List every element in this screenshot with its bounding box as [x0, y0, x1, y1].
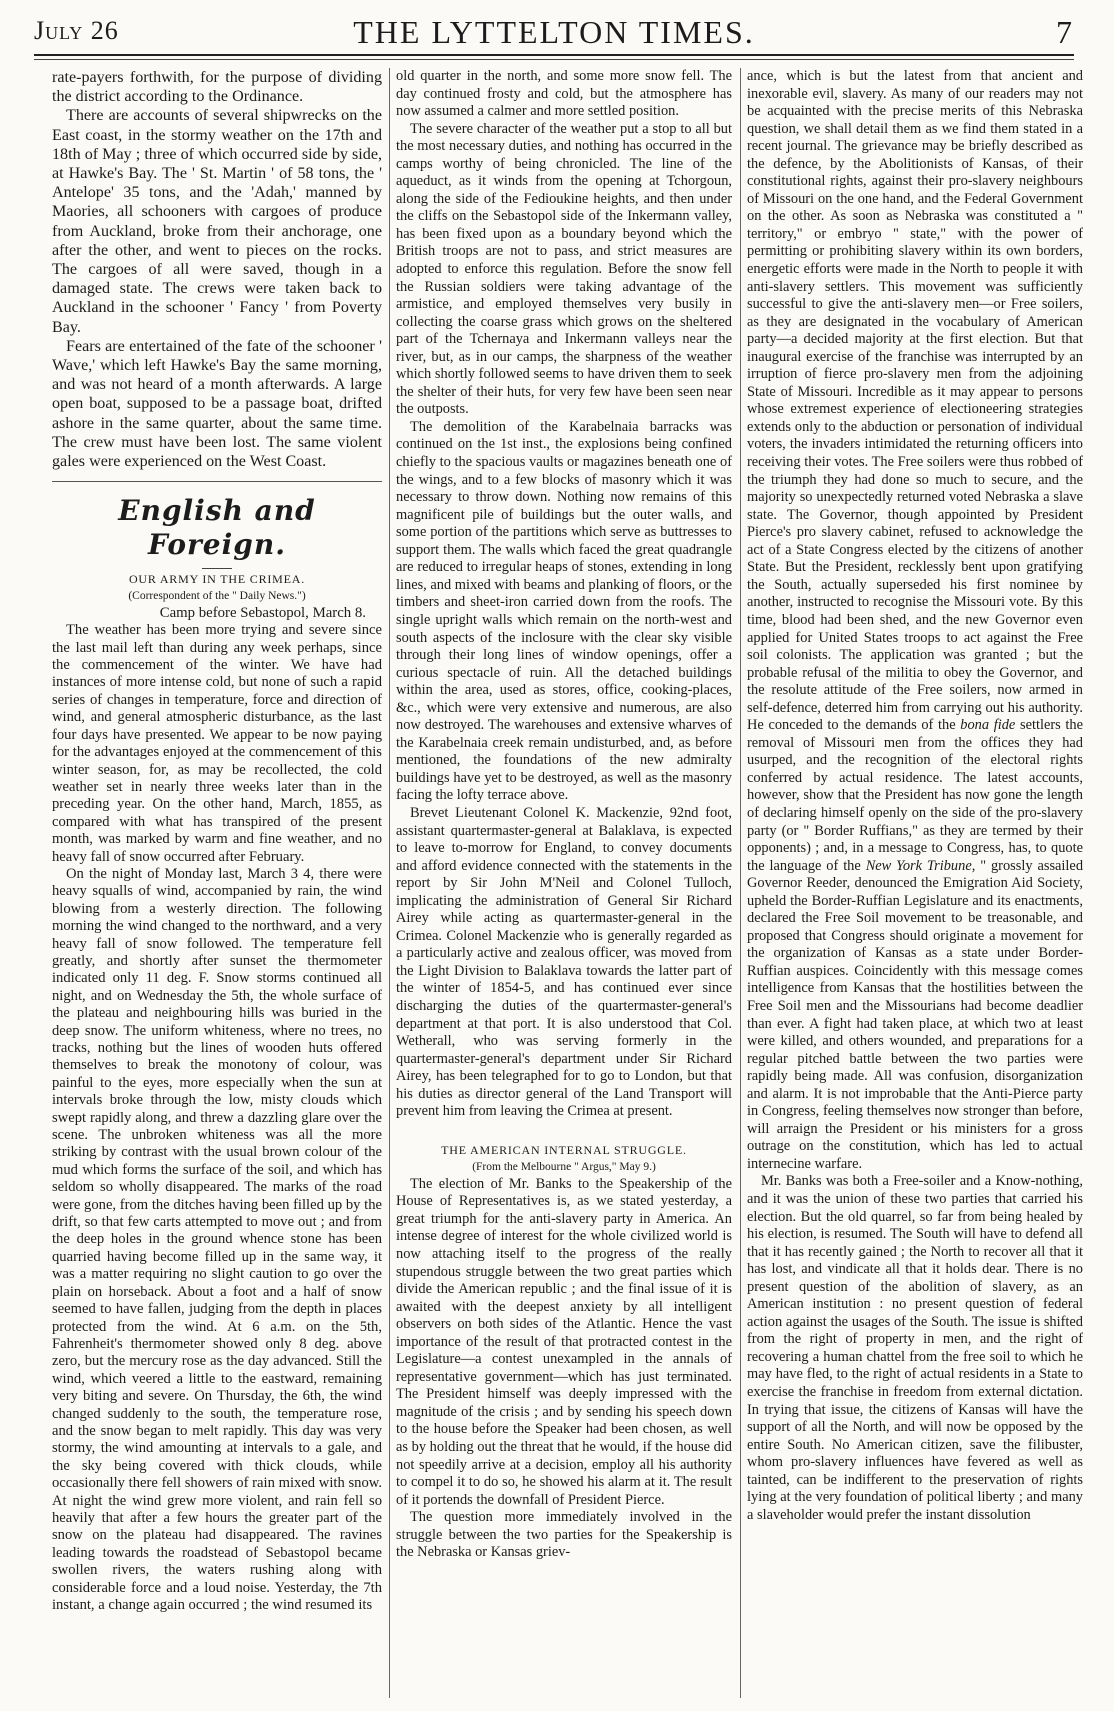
column-divider: [389, 68, 390, 1698]
paragraph: [747, 68, 1083, 1173]
section-rule: [52, 481, 382, 482]
text-run: ance, which is but the latest from that ancient and inexorable evil, slavery. As many of our readers may not be acquainted with the precise merits of this Nebraska question, we shall detail them as we find them stated in a recent journal. The grievance may be briefly described as the defence, by the Abolitionists of Kansas, of their constitutional rights, against their pro-slavery neighbours of Missouri on the one hand, and the Federal Government on the other. As soon as Nebraska was constituted a " territory," or embryo " state," with the power of permitting or prohibiting slavery within its own borders, energetic efforts were made in the North to people it with anti-slavery settlers. This movement was sufficiently successful to give the anti-slavery men—or Free soilers, as they are designated in the vocabulary of American party—a decided majority at the first election. But that inaugural exercise of the franchise was interrupted by an irruption of fierce pro-slavery men from the adjoining State of Missouri. Incredible as it may appear to persons whose extremest experience of electioneering strategies extends only to the abduction or personation of individual voters, the invaders intimidated the returning officers into receiving their votes. The Free soilers were thus robbed of the triumph they had done so much to secure, and the majority so unexpectedly returned voted Nebraska a slave state. The Governor, though appointed by President Pierce's pro slavery cabinet, refused to acknowledge the act of a State Congress elected by the citizens of another State. But the President, recklessly bent upon gratifying the South, actually superseded his first nominee by another, instructed to recognise the Missouri vote. By this time, blood had been shed, and the new Governor even applied for United States troops to act against the Free soil colonists. The application was granted ; but the probable refusal of the militia to obey the Governor, and the resolute attitude of the Free soilers, now armed in self-defence, deterred him from carrying out his authority. He conceded to the demands of the: [747, 68, 1083, 734]
article-source: (From the Melbourne " Argus," May 9.): [472, 1160, 656, 1173]
text-run: " grossly assailed Governor Reeder, denounced the Emigration Aid Society, upheld the Border-Ruffian Legislature and its enactments, declared the Free Soil movement to be treasonable, and proposed that Congress should originate a movement for the organization of Kansas as a state under Border-Ruffian auspices. Coincidently with this message comes intelligence from Kansas that the hostilities between the Free Soil men and the Missourians had become deadlier than ever. A fight had taken place, at which two at least were killed, and others wounded, and preparations for a regular pitched battle between the two parties were rapidly being made. All was confusion, disorganization and alarm. It is not improbable that the Anti-Pierce party in Congress, feeling themselves now stronger than before, will arraign the President or his ministers for a gross outrage on the constitution, which has led to actual internecine warfare.: [747, 857, 1083, 1172]
dateline: Camp before Sebastopol, March 8.: [159, 605, 366, 622]
column-divider: [740, 68, 741, 1698]
article-title: THE AMERICAN INTERNAL STRUGGLE.: [441, 1142, 687, 1157]
article-title: OUR ARMY IN THE CRIMEA.: [128, 572, 306, 587]
paragraph: Mr. Banks was both a Free-soiler and a Know-nothing, and it was the union of these two parties that carried his election. But the old quarrel, so far from being healed by his election, is resumed. The South will have to defend all that it has recently gained ; the North to recover all that it has lost, and vindicate all that it holds dear. There is no present question of the abolition of slavery, as an American institution : no present question of federal action against the usages of the South. The issue is shifted from the right of property in men, and the right of recovering a human chattel from the free soil to which he may have fled, to the right of actual residents in a State to exercise the franchise in freedom from external dictation. In trying that issue, the citizens of Kansas will have the support of all the North, and will now be opposed by the entire South. No American citizen, save the filibuster, whom pro-slavery influences have fevered as well as tainted, can be indifferent to the preservation of rights lying at the very foundation of political liberty ; and many a slaveholder would prefer the instant dissolution: [747, 1173, 1083, 1523]
newspaper-title: THE LYTTELTON TIMES.: [353, 14, 755, 50]
text-run: settlers the removal of Missouri men from the offices they had usurped, and the recognition of the electoral rights conferred by actual residence. The latest accounts, however, show that the President has now gone the length of declaring himself openly on the side of the pro-slavery party (or " Border Ruffians," as they are termed by their opponents) ; and, in a message to Congress, has, to quote the language of the: [747, 717, 1083, 874]
issue-date: July 26: [34, 16, 119, 45]
column-3: [747, 68, 1083, 1698]
italic-text: New York Tribune,: [865, 857, 976, 874]
column-2: [396, 68, 732, 1698]
paragraph: The demolition of the Karabelnaia barracks was continued on the 1st inst., the explosions being confined chiefly to the spacious vaults or magazines beneath one of the wings, and to a few blocks of masonry which it was necessary to throw down. Nothing now remains of this magnificent pile of buildings but the outer walls, and some portion of the partitions which serve as buttresses to support them. The walls which faced the great quadrangle are reduced to irregular heaps of stones, extending in long lines, and mixed with beams and planking of floors, or the timbers and sheet-iron carried down from the roofs. The single upright walls which remain on the north-west and south aspects of the inclosure with the clear sky visible through their long lines of window openings, offer a curious spectacle of ruin. All the detached buildings within the area, used as stores, office, cooking-places, &c., which were very extensive and numerous, are also now destroyed. The warehouses and extensive wharves of the Karabelnaia creek remain undisturbed, and, as before mentioned, the foundations of the new admiralty buildings have yet to be destroyed, as well as the masonry facing the lofty terrace above.: [396, 418, 732, 804]
paragraph: The election of Mr. Banks to the Speakership of the House of Representatives is, as we stated yesterday, a great triumph for the anti-slavery party in America. An intense degree of interest for the whole civilized world is now attaching itself to the progress of the really stupendous struggle between the two great parties which divide the American republic ; and the final issue of it is awaited with the deepest anxiety by all intelligent observers on both sides of the Atlantic. Hence the vast importance of the result of that protracted contest in the Legislature—a contest unexampled in the annals of representative government—which has just terminated. The President himself was deeply impressed with the magnitude of the crisis ; and by sending his speech down to the house before the Speaker had been chosen, as well as by holding out the threat that he would, if the house did not speedily arrive at a decision, employ all his authority to compel it to do so, he showed his alarm at it. The result of it portends the downfall of President Pierce.: [396, 1175, 732, 1508]
column-1: [52, 68, 382, 1698]
section-heading: English and Foreign.: [118, 494, 316, 562]
paragraph: rate-payers forthwith, for the purpose of dividing the district according to the Ordinance.: [52, 69, 382, 106]
paragraph: Fears are entertained of the fate of the schooner ' Wave,' which left Hawke's Bay the same morning, and was not heard of a month afterwards. A large open boat, supposed to be a passage boat, drifted ashore in the same quarter, about the same time. The crew must have been lost. The same violent gales were experienced on the West Coast.: [52, 337, 382, 471]
paragraph: old quarter in the north, and some more snow fell. The day continued frosty and cold, but the atmosphere has now assumed a calmer and more settled position.: [396, 68, 732, 120]
paragraph: The question more immediately involved in the struggle between the two parties for the Speakership is the Nebraska or Kansas griev-: [396, 1509, 732, 1561]
paragraph: On the night of Monday last, March 3 4, there were heavy squalls of wind, accompanied by rain, the wind blowing from a westerly direction. The following morning the wind changed to the northward, and a very heavy fall of snow followed. The temperature fell greatly, and shortly after sunset the thermometer indicated only 11 deg. F. Snow storms continued all night, and on Wednesday the 5th, the whole surface of the plateau and neighbouring hills was buried in the deep snow. The uniform whiteness, where no trees, no tracks, nothing but the lines of wooden huts offered themselves to break the monotony of colour, was painful to the eyes, more especially when the sun at intervals broke through the low, misty clouds which swept rapidly along, and threw a dazzling glare over the scene. The unbroken whiteness was all the more striking by contrast with the usual brown colour of the mud which forms the surface of the soil, and which has seldom so wholly disappeared. The marks of the road were gone, from the ditches having been filled up by the drift, so that few carts attempted to move out ; and from the deep holes in the ground whence stone has been quarried having become filled up in the same way, it was a matter requiring no slight caution to go over the plain on horseback. About a foot and a half of snow seemed to have fallen, judging from the depth in places protected from the wind. At 6 a.m. on the 5th, Fahrenheit's thermometer showed only 8 deg. above zero, but the mercury rose as the day advanced. Still the wind, which veered a little to the eastward, remaining very biting and severe. On Thursday, the 6th, the wind changed suddenly to the south, the temperature rose, and the snow began to melt rapidly. This day was very stormy, the wind amounting at intervals to a gale, and the sky being covered with thick clouds, while occasionally there fell showers of rain mixed with snow. At night the wind grew more violent, and rain fell so heavily that after a few hours the greater part of the snow on the plateau had disappeared. The ravines leading towards the roadstead of Sebastopol became swollen rivers, the waters rushing along with considerable force and a loud noise. Yesterday, the 7th instant, a change again occurred ; the wind resumed its: [52, 865, 382, 1614]
italic-text: bona fide: [960, 717, 1016, 734]
paragraph: The weather has been more trying and severe since the last mail left than during any week perhaps, since the commencement of the winter. We have had instances of more intense cold, but none of such a rapid series of changes in temperature, force and direction of wind, and general atmospheric disturbance, as the last four days have presented. We appear to be now paying for the advantages enjoyed at the commencement of this winter season, for, as may be recollected, the cold weather set in nearly three weeks later than in the preceding year. On the other hand, March, 1855, as compared with what has transpired of the present month, was marked by warm and fine weather, and no heavy fall of snow occurred after February.: [52, 622, 382, 865]
masthead: [34, 14, 1074, 56]
short-rule: [202, 568, 232, 569]
page-number: 7: [1056, 14, 1072, 50]
paragraph: Brevet Lieutenant Colonel K. Mackenzie, 92nd foot, assistant quartermaster-general at Balaklava, is expected to leave to-morrow for England, to convey documents and afford evidence connected with the statements in the report by Sir John M'Neil and Colonel Tulloch, implicating the administration of General Sir Richard Airey while acting as quartermaster-general in the Crimea. Colonel Mackenzie who is generally regarded as a particularly active and zealous officer, was moved from the Light Division to Balaklava towards the latter part of the winter of 1854-5, and has continued ever since discharging the duties of the quartermaster-general's department at that port. It is also understood that Col. Wetherall, who was serving formerly in the quartermaster-general's department under Sir Richard Airey, has been telegraphed for to go to London, but that his duties as director general of the Land Transport will prevent him from leaving the Crimea at present.: [396, 804, 732, 1120]
paragraph: There are accounts of several shipwrecks on the East coast, in the stormy weather on the 17th and 18th of May ; three of which occurred side by side, at Hawke's Bay. The ' St. Martin ' of 58 tons, the ' Antelope' 35 tons, and the 'Adah,' manned by Maories, all schooners with cargoes of produce from Auckland, broke from their anchorage, one after the other, and went to pieces on the rocks. The cargoes of all were saved, though in a damaged state. The crews were taken back to Auckland in the schooner ' Fancy ' from Poverty Bay.: [52, 107, 382, 336]
article-source: (Correspondent of the " Daily News."): [128, 590, 306, 603]
header-rule: [34, 59, 1074, 60]
paragraph: The severe character of the weather put a stop to all but the most necessary duties, and nothing has occurred in the camps worthy of being chronicled. The line of the aqueduct, as it winds from the opening at Tchorgoun, along the side of the Fedioukine heights, and then under the cliffs on the Sebastopol side of the Inkermann valley, has been fixed upon as a boundary beyond which the British troops are not to pass, and strict measures are adopted to enforce this regulation. Before the snow fell the Russian soldiers were taking advantage of the armistice, and employed themselves very busily in collecting the coarse grass which grows on the sheltered part of the Tchernaya and Inkermann valleys near the river, but, as in our camps, the sharpness of the weather which shortly followed seems to have driven them to seek the shelter of their huts, for very few have been seen near the outposts.: [396, 120, 732, 418]
